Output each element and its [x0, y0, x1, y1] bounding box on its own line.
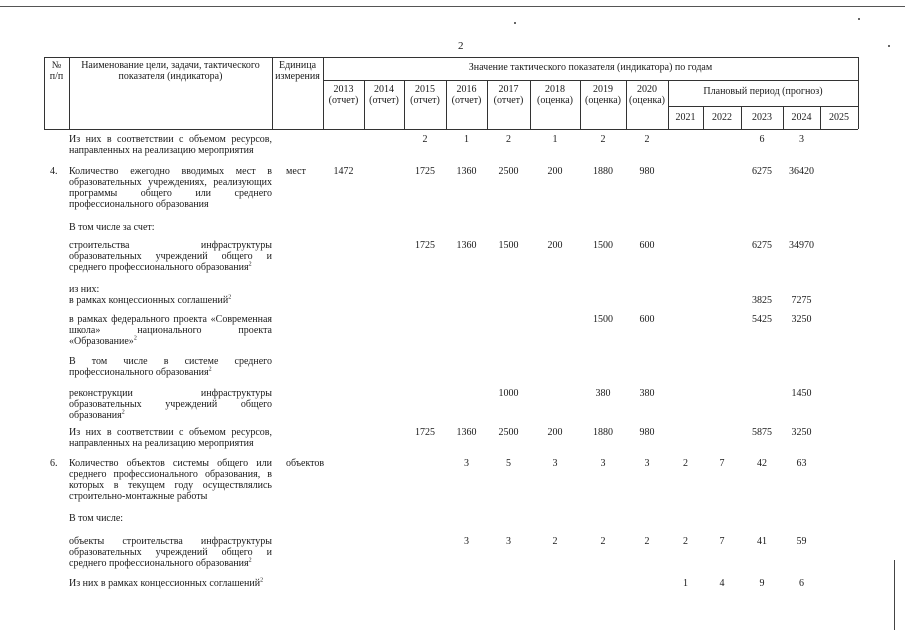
header-year-label: 2018	[545, 84, 565, 95]
row-value: 41	[757, 536, 767, 547]
row-name-text: Количество ежегодно вводимых мест в образовательных учреждениях, реализующих программы общего или среднего профессионального образования	[69, 166, 272, 210]
row-name	[69, 134, 272, 156]
row-name	[69, 513, 272, 524]
row-value: 2	[683, 458, 688, 469]
header-year-2019	[580, 84, 626, 106]
footnote-mark: 2	[228, 294, 232, 301]
row-value: 2500	[498, 166, 519, 177]
row-value: 980	[639, 427, 655, 438]
footnote-mark: 2	[208, 366, 212, 373]
header-year-2014	[364, 84, 404, 106]
row-name	[69, 240, 272, 273]
row-value: 600	[639, 314, 655, 325]
row-value: 3	[552, 458, 558, 469]
header-year-2016	[446, 84, 487, 106]
row-value: 980	[639, 166, 655, 177]
row-value: 7275	[791, 295, 812, 306]
header-year-2020	[626, 84, 668, 106]
scan-speck	[888, 45, 890, 47]
row-value: 1	[552, 134, 558, 145]
header-plan-year-2023: 2023	[752, 112, 772, 123]
header-year-note: (оценка)	[585, 95, 621, 106]
header-col-values: Значение тактического показателя (индикатора) по годам	[468, 62, 713, 73]
row-value: 3	[506, 536, 511, 547]
row-value: 5875	[752, 427, 772, 438]
header-year-note: (отчет)	[369, 95, 399, 106]
row-value: 3	[644, 458, 650, 469]
row-name-text: В том числе:	[69, 513, 124, 524]
row-value: 5425	[752, 314, 772, 325]
header-year-label: 2014	[374, 84, 394, 95]
header-year-note: (отчет)	[410, 95, 440, 106]
row-value: 2	[552, 536, 558, 547]
row-value: 380	[639, 388, 655, 399]
header-year-label: 2020	[637, 84, 657, 95]
row-name	[69, 427, 272, 449]
header-year-2018	[530, 84, 580, 106]
row-value: 2	[600, 134, 606, 145]
col-rule	[69, 57, 70, 129]
header-year-2013	[323, 84, 364, 106]
plan-sub-rule	[668, 106, 858, 107]
row-name-text: Количество объектов системы общего или среднего профессионального образования, в которых в текущем году осуществлялись строительно-монтажные работы	[69, 458, 272, 502]
header-col-no: № п/п	[49, 60, 64, 82]
row-value: 200	[547, 240, 563, 251]
row-unit: мест	[286, 166, 306, 177]
row-value: 2	[600, 536, 606, 547]
row-value: 1360	[456, 240, 477, 251]
row-value: 2	[506, 134, 511, 145]
header-year-note: (отчет)	[493, 95, 524, 106]
row-name-text: из них: в рамках концессионных соглашений	[69, 284, 229, 306]
row-value: 380	[595, 388, 611, 399]
row-value: 4	[719, 578, 725, 589]
row-unit: объектов	[286, 458, 325, 469]
row-value: 1725	[415, 166, 435, 177]
row-value: 9	[759, 578, 765, 589]
row-value: 1360	[456, 166, 477, 177]
row-value: 1	[464, 134, 469, 145]
row-value: 1725	[415, 240, 435, 251]
row-value: 3	[464, 458, 469, 469]
header-year-note: (отчет)	[451, 95, 482, 106]
row-value: 2	[644, 536, 650, 547]
header-bottom-rule	[44, 129, 858, 130]
footnote-mark: 2	[260, 577, 264, 584]
row-value: 34970	[789, 240, 814, 251]
row-value: 6	[799, 578, 804, 589]
row-value: 1880	[593, 427, 613, 438]
header-year-label: 2016	[456, 84, 477, 95]
table-top-rule	[44, 57, 858, 58]
row-value: 63	[796, 458, 807, 469]
table-right-rule	[858, 57, 859, 129]
header-col-name: Наименование цели, задачи, тактического показателя (индикатора)	[81, 60, 260, 82]
row-name	[69, 356, 272, 378]
row-value: 3250	[791, 427, 812, 438]
row-value: 200	[547, 427, 563, 438]
row-value: 2	[644, 134, 650, 145]
row-value: 36420	[789, 166, 814, 177]
header-plan-year-2022: 2022	[712, 112, 732, 123]
row-name	[69, 222, 272, 233]
row-value: 2	[683, 536, 688, 547]
row-name-text: Из них в соответствии с объемом ресурсов, направленных на реализацию мероприятия	[69, 134, 272, 156]
footnote-mark: 2	[121, 409, 125, 416]
row-value: 7	[719, 458, 725, 469]
row-value: 2	[422, 134, 428, 145]
row-value: 3825	[752, 295, 772, 306]
row-name	[69, 388, 272, 421]
row-name-text: реконструкции инфраструктуры образовательных учреждений общего образования	[69, 388, 272, 421]
header-plan-year-2025: 2025	[829, 112, 849, 123]
row-value: 5	[506, 458, 511, 469]
row-value: 200	[547, 166, 563, 177]
row-name	[69, 536, 272, 569]
row-name-text: В том числе за счет:	[69, 222, 155, 233]
row-value: 42	[757, 458, 767, 469]
row-number: 6.	[50, 458, 58, 469]
row-value: 3	[799, 134, 804, 145]
row-name-text: в рамках федерального проекта «Современная школа» национального проекта «Образование»	[69, 314, 272, 347]
row-value: 6	[759, 134, 765, 145]
row-value: 1360	[456, 427, 477, 438]
row-value: 59	[796, 536, 807, 547]
header-year-note: (отчет)	[328, 95, 359, 106]
row-value: 1500	[593, 240, 613, 251]
row-value: 6275	[752, 240, 772, 251]
header-plan-year-2024: 2024	[791, 112, 812, 123]
header-year-note: (оценка)	[537, 95, 573, 106]
header-year-2017	[487, 84, 530, 106]
row-value: 1	[683, 578, 688, 589]
header-plan-year-2021: 2021	[675, 112, 696, 123]
row-name-text: Из них в рамках концессионных соглашений	[69, 578, 261, 589]
header-year-note: (оценка)	[629, 95, 665, 106]
row-name-text: Из них в соответствии с объемом ресурсов, направленных на реализацию мероприятия	[69, 427, 272, 449]
header-col-unit: Единица измерения	[275, 60, 320, 82]
row-name	[69, 166, 272, 210]
row-value: 1472	[333, 166, 354, 177]
row-value: 2500	[498, 427, 519, 438]
scan-edge-line	[894, 560, 895, 630]
row-value: 6275	[752, 166, 772, 177]
scan-speck	[514, 22, 516, 24]
page-number: 2	[458, 40, 464, 52]
row-value: 1450	[791, 388, 812, 399]
row-name	[69, 578, 272, 589]
row-name	[69, 284, 272, 306]
row-value: 3	[600, 458, 606, 469]
row-name	[69, 314, 272, 347]
header-year-label: 2015	[415, 84, 435, 95]
header-year-label: 2017	[498, 84, 519, 95]
row-value: 7	[719, 536, 725, 547]
row-value: 1000	[498, 388, 519, 399]
header-planned-period: Плановый период (прогноз)	[703, 86, 823, 97]
row-name-text: В том числе в системе среднего профессионального образования	[69, 356, 272, 378]
row-value: 3	[464, 536, 469, 547]
row-value: 1725	[415, 427, 435, 438]
row-value: 1500	[498, 240, 519, 251]
footnote-mark: 2	[248, 261, 252, 268]
row-name	[69, 458, 272, 502]
row-name-text: объекты строительства инфраструктуры образовательных учреждений общего и среднего профессионального образования	[69, 536, 272, 569]
scan-speck	[858, 18, 860, 20]
row-value: 1500	[593, 314, 613, 325]
footnote-mark: 2	[133, 335, 137, 342]
row-name-text: строительства инфраструктуры образовательных учреждений общего и среднего профессионального образования	[69, 240, 272, 273]
row-number: 4.	[50, 166, 58, 177]
footnote-mark: 2	[248, 557, 252, 564]
header-year-label: 2013	[333, 84, 354, 95]
row-value: 600	[639, 240, 655, 251]
row-value: 1880	[593, 166, 613, 177]
header-year-2015	[404, 84, 446, 106]
row-value: 3250	[791, 314, 812, 325]
header-year-label: 2019	[593, 84, 613, 95]
scan-border-line	[0, 6, 905, 7]
